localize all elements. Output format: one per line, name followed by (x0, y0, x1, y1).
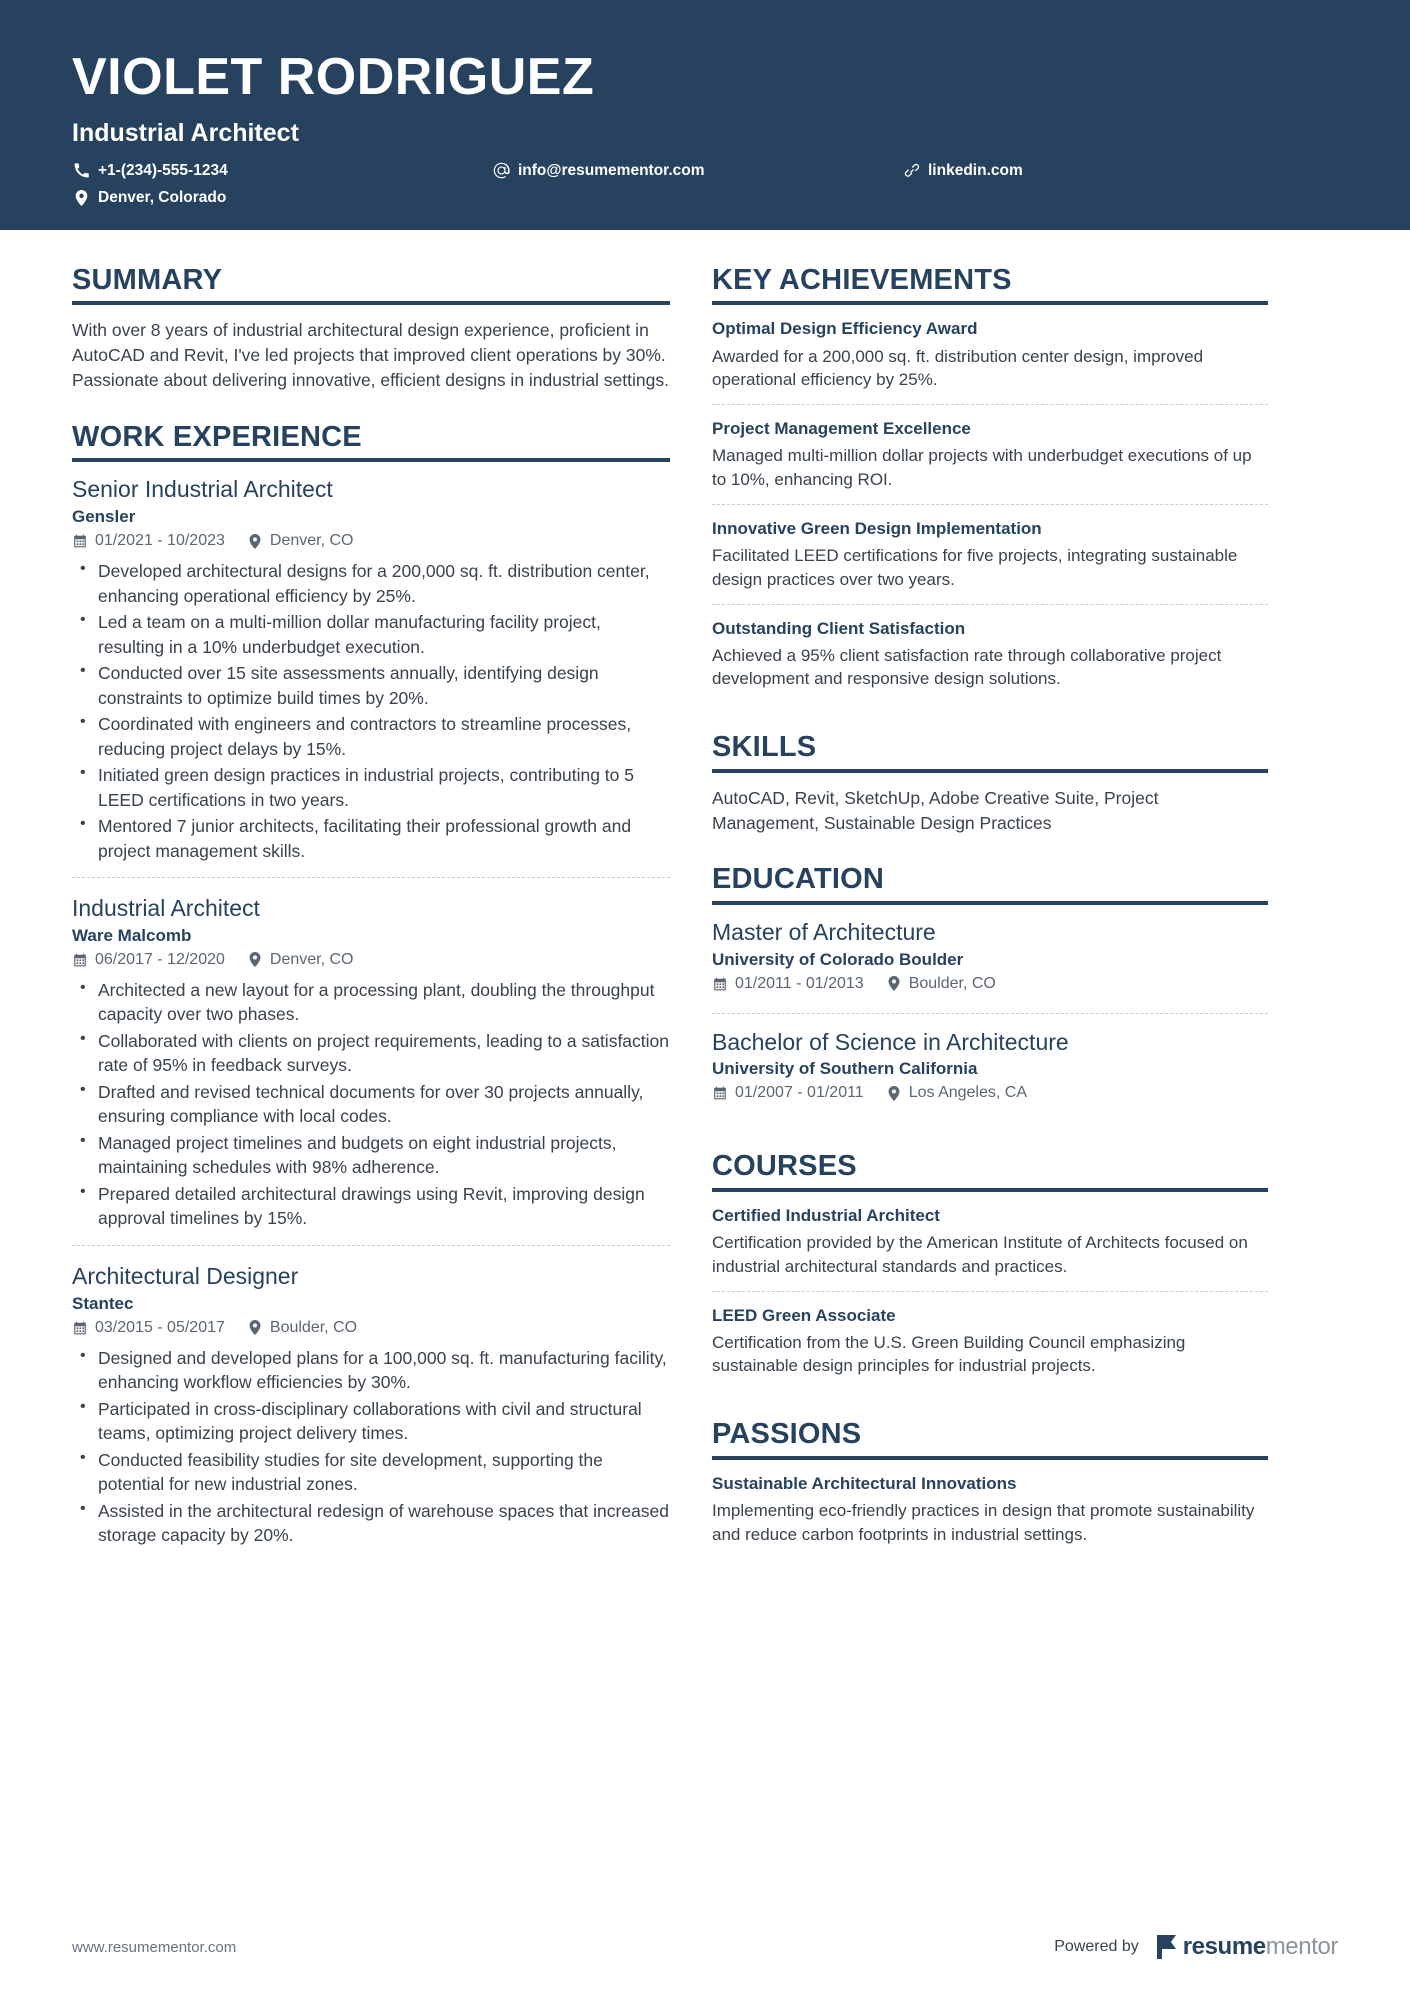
experience-company: Stantec (72, 1293, 134, 1313)
achievement-title: Optimal Design Efficiency Award (712, 319, 978, 339)
location-pin-icon (247, 952, 263, 967)
education-school: University of Colorado Boulder (712, 949, 964, 969)
education-degree: Master of Architecture (712, 918, 936, 945)
resume-footer (0, 1899, 1410, 1995)
section-courses-heading: COURSES (712, 1150, 857, 1183)
resumementor-logo[interactable] (1157, 1935, 1338, 1959)
section-achievements-heading: KEY ACHIEVEMENTS (712, 264, 1012, 296)
experience-role: Senior Industrial Architect (72, 476, 333, 503)
section-summary-heading: SUMMARY (72, 264, 223, 296)
contact-column-middle (492, 162, 902, 190)
right-column (712, 264, 1268, 1564)
contact-column-left (72, 162, 492, 217)
section-education (712, 863, 1268, 1122)
experience-item (72, 1245, 670, 1562)
contact-linkedin-label: linkedin.com (928, 161, 1023, 179)
passion-title: Sustainable Architectural Innovations (712, 1473, 1017, 1493)
powered-by-label: Powered by (1054, 1938, 1139, 1955)
section-education-rule (712, 901, 1268, 905)
experience-bullet: • Led a team on a multi-million dollar manufacturing facility project, resulting in a 10% underbudget execution. (72, 610, 670, 659)
experience-meta (72, 1319, 670, 1337)
course-desc: Certification from the U.S. Green Building Council emphasizing sustainable design principles for industrial projects. (712, 1332, 1186, 1376)
experience-bullets (72, 559, 670, 863)
contact-phone-label: +1-(234)-555-1234 (98, 161, 228, 179)
brand-name-secondary: mentor (1265, 1933, 1338, 1960)
course-title: LEED Green Associate (712, 1305, 896, 1325)
experience-dates (72, 1319, 225, 1337)
achievement-item (712, 404, 1268, 504)
experience-bullet: • Architected a new layout for a processing plant, doubling the throughput capacity over two phases. (72, 978, 670, 1027)
experience-bullet: • Conducted over 15 site assessments annually, identifying design constraints to optimize build times by 20%. (72, 661, 670, 710)
location-pin-icon (247, 1320, 263, 1335)
experience-role: Architectural Designer (72, 1262, 299, 1289)
contact-phone[interactable] (72, 162, 492, 181)
education-location (886, 975, 996, 993)
experience-bullets (72, 978, 670, 1231)
calendar-icon (72, 953, 88, 967)
education-item (712, 918, 1268, 1013)
bookmark-icon (1157, 1935, 1176, 1959)
at-sign-icon (492, 162, 511, 179)
experience-bullet: • Designed and developed plans for a 100,000 sq. ft. manufacturing facility, enhancing workflow efficiencies by 30%. (72, 1346, 670, 1395)
experience-role: Industrial Architect (72, 895, 260, 922)
education-meta (712, 1084, 1268, 1102)
footer-brand-area (1054, 1935, 1338, 1959)
skills-text: AutoCAD, Revit, SketchUp, Adobe Creative Suite, Project Management, Sustainable Design Practices (712, 787, 1159, 833)
experience-bullet: • Conducted feasibility studies for site development, supporting the potential for new industrial zones. (72, 1448, 670, 1497)
education-degree: Bachelor of Science in Architecture (712, 1028, 1069, 1055)
education-location (886, 1084, 1027, 1102)
section-courses (712, 1150, 1268, 1390)
summary-text: With over 8 years of industrial architectural design experience, proficient in AutoCAD and Revit, I've led projects that improved client operations by 30%. Passionate about delivering innovative, efficient designs in industrial settings. (72, 320, 669, 391)
experience-location-label: Denver, CO (269, 532, 354, 550)
experience-dates-label: 06/2017 - 12/2020 (95, 950, 225, 968)
section-skills-heading: SKILLS (712, 731, 817, 764)
experience-dates (72, 532, 225, 550)
achievement-desc: Facilitated LEED certifications for five projects, integrating sustainable design practices over two years. (712, 545, 1238, 589)
page-title: VIOLET RODRIGUEZ (72, 48, 595, 106)
left-column (72, 264, 712, 1568)
experience-bullet: • Managed project timelines and budgets on eight industrial projects, maintaining schedules with 98% adherence. (72, 1131, 670, 1180)
experience-bullet: • Prepared detailed architectural drawings using Revit, improving design approval timelines by 15%. (72, 1182, 670, 1231)
contact-column-right (902, 162, 1338, 190)
education-school: University of Southern California (712, 1059, 978, 1079)
calendar-icon (712, 1086, 728, 1100)
achievement-title: Innovative Green Design Implementation (712, 518, 1042, 538)
passion-item (712, 1473, 1268, 1559)
course-item (712, 1291, 1268, 1391)
location-pin-icon (72, 190, 91, 206)
section-achievements-rule (712, 301, 1268, 305)
education-dates (712, 1084, 864, 1102)
section-skills-rule (712, 769, 1268, 773)
education-location-label: Los Angeles, CA (908, 1084, 1027, 1102)
experience-bullets (72, 1346, 670, 1548)
achievement-item (712, 504, 1268, 604)
experience-location (247, 951, 354, 969)
section-education-heading: EDUCATION (712, 863, 885, 896)
experience-item (72, 475, 670, 877)
experience-bullet: • Developed architectural designs for a 200,000 sq. ft. distribution center, enhancing operational efficiency by 25%. (72, 559, 670, 608)
experience-bullet: • Mentored 7 junior architects, facilitating their professional growth and project management skills. (72, 814, 670, 863)
passion-desc: Implementing eco-friendly practices in design that promote sustainability and reduce carbon footprints in industrial settings. (712, 1500, 1255, 1544)
section-passions (712, 1418, 1268, 1558)
contact-location (72, 189, 492, 208)
resume-body (0, 230, 1410, 1568)
education-item (712, 1013, 1268, 1123)
experience-location-label: Boulder, CO (269, 1318, 358, 1336)
contact-email-label: info@resumementor.com (518, 161, 705, 179)
course-desc: Certification provided by the American Institute of Architects focused on industrial architectural standards and practices. (712, 1232, 1248, 1276)
section-summary (72, 264, 670, 393)
experience-bullet: • Participated in cross-disciplinary collaborations with civil and structural teams, optimizing project delivery times. (72, 1397, 670, 1446)
calendar-icon (72, 1321, 88, 1335)
link-icon (902, 163, 921, 179)
phone-icon (72, 163, 91, 178)
section-passions-rule (712, 1456, 1268, 1460)
education-dates-label: 01/2007 - 01/2011 (735, 1084, 864, 1102)
achievement-desc: Managed multi-million dollar projects with underbudget executions of up to 10%, enhancing ROI. (712, 446, 1252, 490)
location-pin-icon (247, 534, 263, 549)
experience-bullet: • Initiated green design practices in industrial projects, contributing to 5 LEED certifications in two years. (72, 763, 670, 812)
location-pin-icon (886, 1086, 902, 1101)
education-dates-label: 01/2011 - 01/2013 (735, 974, 864, 992)
experience-bullet: • Drafted and revised technical documents for over 30 projects annually, ensuring compliance with local codes. (72, 1080, 670, 1129)
brand-name-primary: resume (1182, 1933, 1266, 1960)
experience-dates-label: 01/2021 - 10/2023 (95, 532, 225, 550)
education-dates (712, 975, 864, 993)
section-achievements (712, 264, 1268, 703)
section-experience-rule (72, 458, 670, 462)
section-experience (72, 421, 670, 1562)
achievement-title: Outstanding Client Satisfaction (712, 618, 966, 638)
contact-linkedin[interactable] (902, 162, 1338, 181)
experience-item (72, 877, 670, 1245)
section-summary-rule (72, 301, 670, 305)
contact-location-label: Denver, Colorado (98, 189, 227, 207)
experience-location (247, 532, 354, 550)
achievement-item (712, 318, 1268, 404)
education-location-label: Boulder, CO (908, 974, 996, 992)
calendar-icon (712, 977, 728, 991)
education-meta (712, 975, 1268, 993)
calendar-icon (72, 534, 88, 548)
experience-bullet: • Coordinated with engineers and contractors to streamline processes, reducing project delays by 15%. (72, 712, 670, 761)
achievement-item (712, 604, 1268, 704)
contact-email[interactable] (492, 162, 902, 181)
experience-meta (72, 951, 670, 969)
achievement-title: Project Management Excellence (712, 419, 971, 439)
contact-row (72, 162, 1338, 217)
section-courses-rule (712, 1188, 1268, 1192)
footer-url[interactable]: www.resumementor.com (72, 1938, 237, 1956)
section-skills (712, 731, 1268, 835)
experience-company: Gensler (72, 507, 136, 527)
achievement-desc: Achieved a 95% client satisfaction rate through collaborative project development and responsive design solutions. (712, 645, 1222, 689)
experience-location-label: Denver, CO (269, 950, 354, 968)
course-item (712, 1205, 1268, 1291)
experience-dates (72, 951, 225, 969)
header-job-title: Industrial Architect (72, 118, 299, 147)
resume-header (0, 0, 1410, 230)
experience-meta (72, 532, 670, 550)
experience-bullet: • Assisted in the architectural redesign of warehouse spaces that increased storage capacity by 20%. (72, 1499, 670, 1548)
achievement-desc: Awarded for a 200,000 sq. ft. distribution center design, improved operational efficiency by 25%. (712, 346, 1204, 390)
course-title: Certified Industrial Architect (712, 1205, 940, 1225)
section-passions-heading: PASSIONS (712, 1418, 862, 1451)
location-pin-icon (886, 976, 902, 991)
section-experience-heading: WORK EXPERIENCE (72, 421, 362, 453)
experience-location (247, 1319, 357, 1337)
experience-bullet: • Collaborated with clients on project requirements, leading to a satisfaction rate of 95% in feedback surveys. (72, 1029, 670, 1078)
experience-company: Ware Malcomb (72, 925, 192, 945)
experience-dates-label: 03/2015 - 05/2017 (95, 1318, 225, 1336)
